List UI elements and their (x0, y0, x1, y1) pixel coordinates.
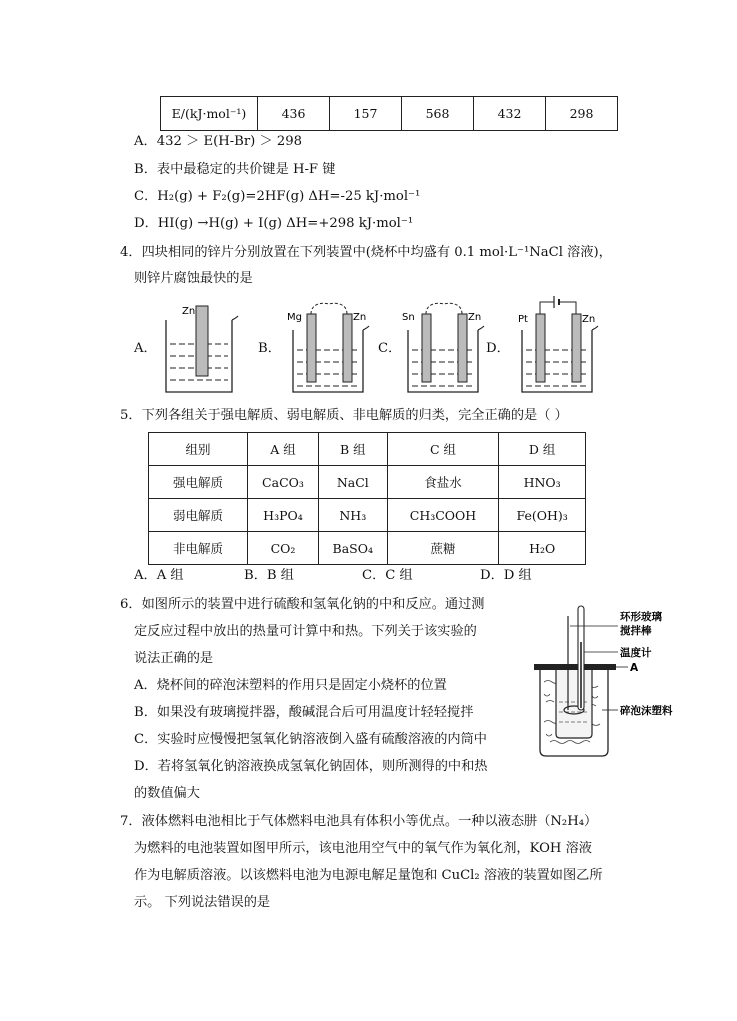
electrolyte-table-header: B 组 (318, 433, 387, 466)
electrolyte-table-header: 组别 (149, 433, 248, 466)
beaker-d-pt-label: Pt (518, 314, 528, 325)
beaker-d-zn-label: Zn (582, 314, 596, 325)
q6-option-a: A．烧杯间的碎泡沫塑料的作用只是固定小烧杯的位置 (134, 678, 447, 693)
q4-option-b-label: B． (258, 341, 281, 356)
beaker-a-zn-label: Zn (182, 306, 196, 317)
table-cell: HNO₃ (499, 466, 586, 499)
beaker-c-zn-label: Zn (468, 312, 482, 323)
table-cell: CO₂ (248, 532, 319, 565)
q3-option-a: A．432 ＞ E(H-Br) ＞ 298 (134, 134, 303, 149)
q7-line-2: 为燃料的电池装置如图甲所示，该电池用空气中的氧气作为氧化剂，KOH 溶液 (134, 841, 592, 856)
table-cell: NH₃ (318, 499, 387, 532)
stirrer-label-2: 搅拌棒 (620, 625, 652, 637)
table-cell: CaCO₃ (248, 466, 319, 499)
stirrer-label-1: 环形玻璃 (620, 611, 662, 623)
q4-option-a-label: A． (134, 341, 157, 356)
beaker-c-figure (400, 300, 490, 396)
energy-value: 436 (258, 97, 330, 131)
table-cell: Fe(OH)₃ (499, 499, 586, 532)
q6-line-1: 6．如图所示的装置中进行硫酸和氢氧化钠的中和反应。通过测 (120, 597, 485, 612)
q4-option-d-label: D． (486, 341, 510, 356)
table-cell: 食盐水 (387, 466, 499, 499)
beaker-b-zn-label: Zn (353, 312, 367, 323)
q5-stem: 5．下列各组关于强电解质、弱电解质、非电解质的归类，完全正确的是（ ） (120, 408, 568, 423)
q4-stem-line-1: 4．四块相同的锌片分别放置在下列装置中(烧杯中均盛有 0.1 mol·L⁻¹NaCl 溶液)， (120, 245, 612, 260)
q4-stem-line-2: 则锌片腐蚀最快的是 (134, 271, 253, 286)
electrolyte-table-header: C 组 (387, 433, 499, 466)
beaker-a-figure (162, 300, 242, 396)
table-cell: 强电解质 (149, 466, 248, 499)
q5-option-c: C．C 组 (362, 568, 413, 583)
table-cell: H₃PO₄ (248, 499, 319, 532)
q7-line-4: 示。 下列说法错误的是 (134, 895, 271, 910)
electrolyte-table-header: A 组 (248, 433, 319, 466)
table-cell: NaCl (318, 466, 387, 499)
calorimeter-figure (532, 602, 692, 764)
q3-option-d: D．HI(g) →H(g) + I(g) ΔH=+298 kJ·mol⁻¹ (134, 216, 414, 231)
q3-option-b: B．表中最稳定的共价键是 H-F 键 (134, 162, 336, 177)
q5-option-a: A．A 组 (134, 568, 184, 583)
table-cell: 弱电解质 (149, 499, 248, 532)
energy-value: 568 (402, 97, 474, 131)
energy-value: 298 (546, 97, 618, 131)
q6-line-3: 说法正确的是 (134, 651, 214, 666)
lid-label: A (630, 662, 639, 674)
q5-option-d: D．D 组 (480, 568, 532, 583)
table-cell: BaSO₄ (318, 532, 387, 565)
table-cell: 非电解质 (149, 532, 248, 565)
q5-option-b: B．B 组 (244, 568, 294, 583)
electrolyte-table (148, 432, 586, 565)
energy-value: 157 (330, 97, 402, 131)
electrolyte-table-header: D 组 (499, 433, 586, 466)
table-row (149, 466, 586, 499)
q4-option-c-label: C． (378, 341, 402, 356)
q6-option-c: C．实验时应慢慢把氢氧化钠溶液倒入盛有硫酸溶液的内筒中 (134, 732, 487, 747)
q6-option-d: D．若将氢氧化钠溶液换成氢氧化钠固体，则所测得的中和热 (134, 759, 488, 774)
thermometer-label: 温度计 (620, 647, 652, 659)
table-row (149, 499, 586, 532)
table-cell: H₂O (499, 532, 586, 565)
q3-option-c: C．H₂(g) + F₂(g)=2HF(g) ΔH=-25 kJ·mol⁻¹ (134, 189, 421, 204)
beaker-b-mg-label: Mg (287, 312, 302, 323)
foam-label: 碎泡沫塑料 (620, 705, 673, 717)
table-cell: 蔗糖 (387, 532, 499, 565)
beaker-d-figure (514, 292, 606, 396)
q7-line-3: 作为电解质溶液。以该燃料电池为电源电解足量饱和 CuCl₂ 溶液的装置如图乙所 (134, 868, 603, 883)
q6-line-2: 定反应过程中放出的热量可计算中和热。下列关于该实验的 (134, 624, 477, 639)
q7-line-1: 7．液体燃料电池相比于气体燃料电池具有体积小等优点。一种以液态肼（N₂H₄） (120, 814, 598, 829)
bond-energy-table (160, 96, 618, 131)
q6-option-b: B．如果没有玻璃搅拌器，酸碱混合后可用温度计轻轻搅拌 (134, 705, 474, 720)
table-row (149, 532, 586, 565)
energy-value: 432 (474, 97, 546, 131)
beaker-b-figure (285, 300, 375, 396)
q6-option-d-cont: 的数值偏大 (134, 786, 200, 801)
energy-table-header: E/(kJ·mol⁻¹) (161, 97, 258, 131)
table-cell: CH₃COOH (387, 499, 499, 532)
beaker-c-sn-label: Sn (402, 312, 415, 323)
